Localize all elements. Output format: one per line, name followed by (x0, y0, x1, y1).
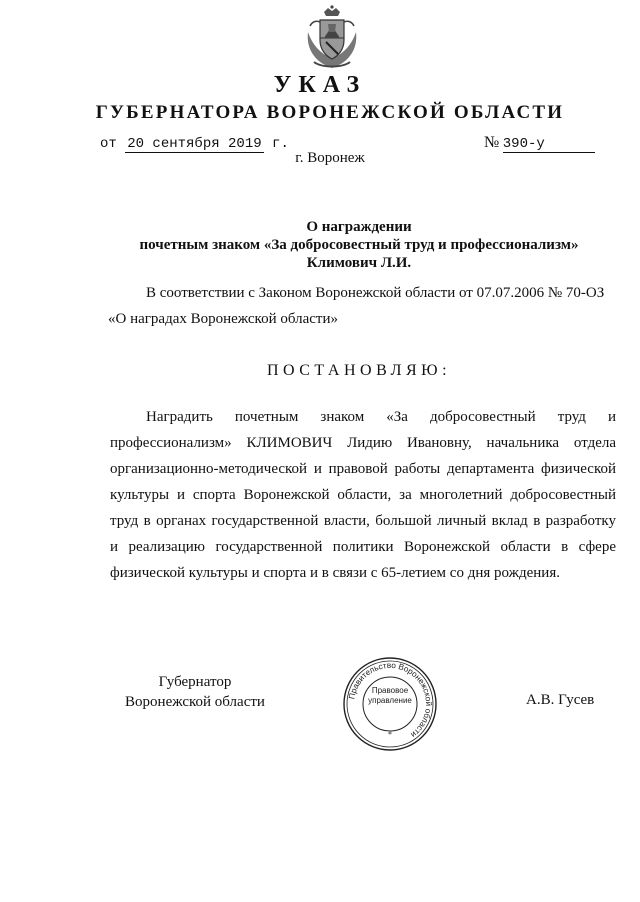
body-line: культуры и спорта Воронежской области, за многолетний добросовестный (110, 487, 616, 503)
subject-line: О награждении (306, 219, 412, 235)
date-prefix: от (100, 136, 117, 152)
document-title: УКАЗ (273, 72, 367, 98)
seal-center-line: Правовое (371, 686, 409, 695)
subject-line: Климович Л.И. (306, 255, 412, 271)
subject-line: почетным знаком «За добросовестный труд и профессионализм» (139, 237, 579, 253)
city: г. Воронеж (295, 150, 365, 166)
body-line: Наградить почетным знаком «За добросовестный труд и (146, 409, 616, 425)
document-issuer: ГУБЕРНАТОРА ВОРОНЕЖСКОЙ ОБЛАСТИ (95, 102, 565, 123)
position-line: Губернатор (158, 674, 232, 690)
seal-center-text (366, 686, 414, 706)
seal-star: * (388, 730, 392, 739)
decree-body (110, 404, 616, 586)
date-suffix: г. (272, 136, 289, 152)
body-line: физической культуры и спорта и в связи с 65-летием со дня рождения. (110, 565, 560, 581)
decree-word: ПОСТАНОВЛЯЮ: (266, 362, 452, 379)
basis-line: «О наградах Воронежской области» (108, 311, 339, 327)
basis-line: В соответствии с Законом Воронежской области от 07.07.2006 № 70-ОЗ (146, 285, 605, 301)
number-value: 390-у (503, 136, 595, 153)
decree-subject (0, 218, 640, 272)
position-line: Воронежской области (125, 694, 265, 710)
body-line: организационно-методической и правовой работы департамента физической (110, 461, 616, 477)
seal-center-line: управление (368, 696, 412, 705)
coat-of-arms-icon (300, 4, 364, 72)
signatory-name: А.В. Гусев (526, 692, 595, 708)
body-line: и реализацию государственной политики Воронежской области в сфере (110, 539, 616, 555)
number-sign: № (484, 134, 500, 151)
body-line: профессионализм» КЛИМОВИЧ Лидию Ивановну, начальника отдела (110, 435, 616, 451)
signatory-position (110, 672, 280, 712)
body-line: труд в органах государственной власти, большой личный вклад в разработку (110, 513, 616, 529)
seal-ring-text: Правительство Воронежской области (347, 660, 434, 740)
date-value: 20 сентября 2019 (127, 136, 262, 152)
